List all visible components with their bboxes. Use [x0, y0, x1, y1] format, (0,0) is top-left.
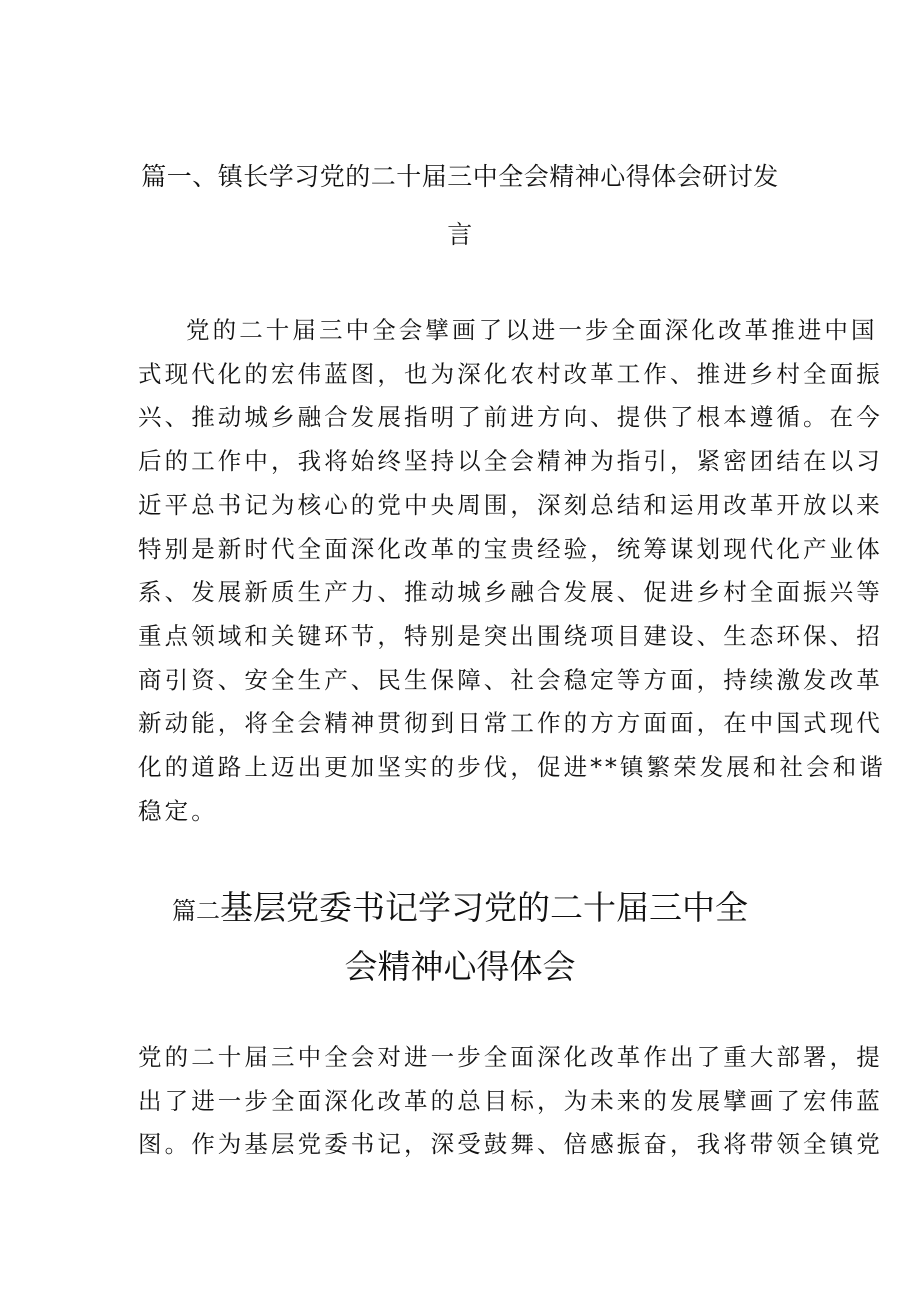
article-1-title — [138, 148, 782, 264]
article-1-title-line: 言 — [447, 220, 473, 249]
body-line: 稳定。 — [138, 796, 218, 825]
body-line: 兴、推动城乡融合发展指明了前进方向、提供了根本遵循。在今 — [138, 403, 883, 432]
article-2-title — [138, 880, 782, 995]
body-line: 系、发展新质生产力、推动城乡融合发展、促进乡村全面振兴等 — [138, 578, 883, 607]
body-line: 式现代化的宏伟蓝图，也为深化农村改革工作、推进乡村全面振 — [138, 359, 883, 388]
body-line: 商引资、安全生产、民生保障、社会稳定等方面，持续激发改革 — [138, 665, 883, 694]
body-line: 重点领域和关键环节，特别是突出围绕项目建设、生态环保、招 — [138, 621, 883, 650]
body-line: 出了进一步全面深化改革的总目标，为未来的发展擘画了宏伟蓝 — [138, 1086, 883, 1115]
body-line: 党的二十届三中全会擘画了以进一步全面深化改革推进中国 — [186, 316, 878, 344]
article-1-body — [138, 309, 886, 833]
body-line: 图。作为基层党委书记，深受鼓舞、倍感振奋，我将带领全镇党 — [138, 1130, 883, 1159]
article-2-body — [138, 1036, 883, 1167]
article-2-title-line: 会精神心得体会 — [344, 947, 576, 986]
article-1-title-line: 篇一、镇长学习党的二十届三中全会精神心得体会研讨发 — [141, 162, 779, 191]
article-2-title-line — [138, 880, 782, 939]
article-2-title-text: 基层党委书记学习党的二十届三中全 — [220, 888, 748, 927]
article-2-title-prefix: 篇二 — [172, 897, 220, 925]
body-line: 新动能，将全会精神贯彻到日常工作的方方面面，在中国式现代 — [138, 709, 883, 738]
body-line: 党的二十届三中全会对进一步全面深化改革作出了重大部署，提 — [138, 1043, 883, 1071]
body-line: 化的道路上迈出更加坚实的步伐，促进**镇繁荣发展和社会和谐 — [138, 753, 886, 782]
body-line: 后的工作中，我将始终坚持以全会精神为指引，紧密团结在以习 — [138, 447, 883, 476]
body-line: 近平总书记为核心的党中央周围，深刻总结和运用改革开放以来 — [138, 490, 883, 519]
body-line: 特别是新时代全面深化改革的宝贵经验，统筹谋划现代化产业体 — [138, 534, 883, 563]
